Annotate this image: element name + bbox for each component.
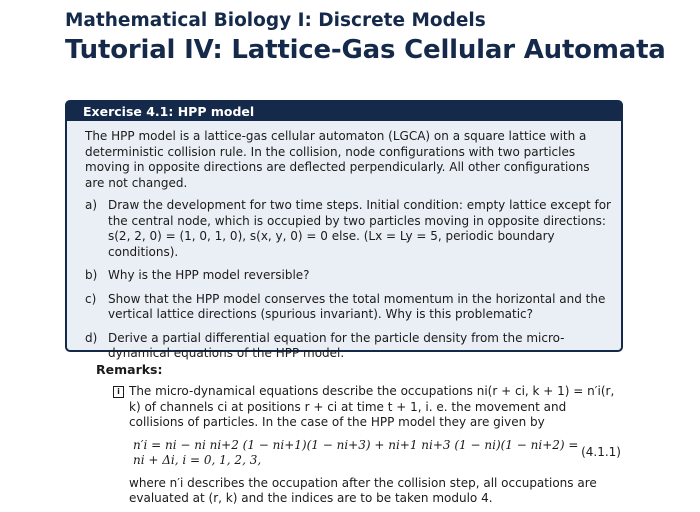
remarks-paragraph-1: The micro-dynamical equations describe the occupations ni(r + ci, k + 1) = n′i(r, k) of channels ci at positions r + ci at time t + 1, i. e. the movement and collisions of particles. In the case of the HPP model they are given by bbox=[129, 384, 615, 429]
page-title: Tutorial IV: Lattice-Gas Cellular Automata bbox=[65, 35, 666, 65]
item-label: a) bbox=[85, 198, 98, 212]
list-item bbox=[85, 331, 611, 362]
item-text: Show that the HPP model conserves the total momentum in the horizontal and the vertical lattice directions (spurious invariant). Why is this problematic? bbox=[108, 291, 606, 321]
course-title: Mathematical Biology I: Discrete Models bbox=[65, 10, 486, 31]
exercise-body bbox=[67, 121, 621, 362]
item-label: c) bbox=[85, 291, 97, 306]
exercise-box bbox=[65, 100, 623, 360]
item-text: Why is the HPP model reversible? bbox=[108, 268, 310, 282]
item-text: Derive a partial differential equation for the particle density from the micro-dynamical equations of the HPP model. bbox=[108, 330, 565, 360]
item-label: d) bbox=[85, 330, 98, 345]
equation-number: (4.1.1) bbox=[581, 445, 621, 460]
exercise-items bbox=[85, 198, 611, 362]
exercise-intro: The HPP model is a lattice-gas cellular automaton (LGCA) on a square lattice with a deterministic collision rule. In the collision, node configurations with two particles moving in opposite directions are deflected perpendicularly. All other configurations are not changed. bbox=[85, 129, 590, 190]
equation: n′i = ni − ni ni+2 (1 − ni+1)(1 − ni+3) + ni+1 ni+3 (1 − ni)(1 − ni+2) = ni + Δi, i = 0, 1, 2, 3, bbox=[133, 437, 579, 467]
remarks-block bbox=[113, 384, 621, 507]
info-icon: i bbox=[113, 386, 124, 398]
equation-row bbox=[133, 438, 621, 469]
list-item bbox=[85, 292, 611, 323]
remarks-paragraph-2: where n′i describes the occupation after the collision step, all occupations are evaluated at (r, k) and the indices are to be taken modulo 4. bbox=[129, 475, 597, 505]
list-item bbox=[85, 268, 611, 284]
remarks-heading: Remarks: bbox=[96, 362, 163, 377]
item-text: Draw the development for two time steps. Initial condition: empty lattice except for the central node, which is occupied by two particles moving in opposite directions: s(2, 2, 0) = (1, 0, 1, 0), s(x, y, 0) = 0 else. (Lx = Ly = 5, periodic boundary conditions). bbox=[108, 198, 611, 259]
exercise-heading: Exercise 4.1: HPP model bbox=[67, 102, 621, 121]
item-label: b) bbox=[85, 268, 98, 282]
list-item bbox=[85, 198, 611, 260]
